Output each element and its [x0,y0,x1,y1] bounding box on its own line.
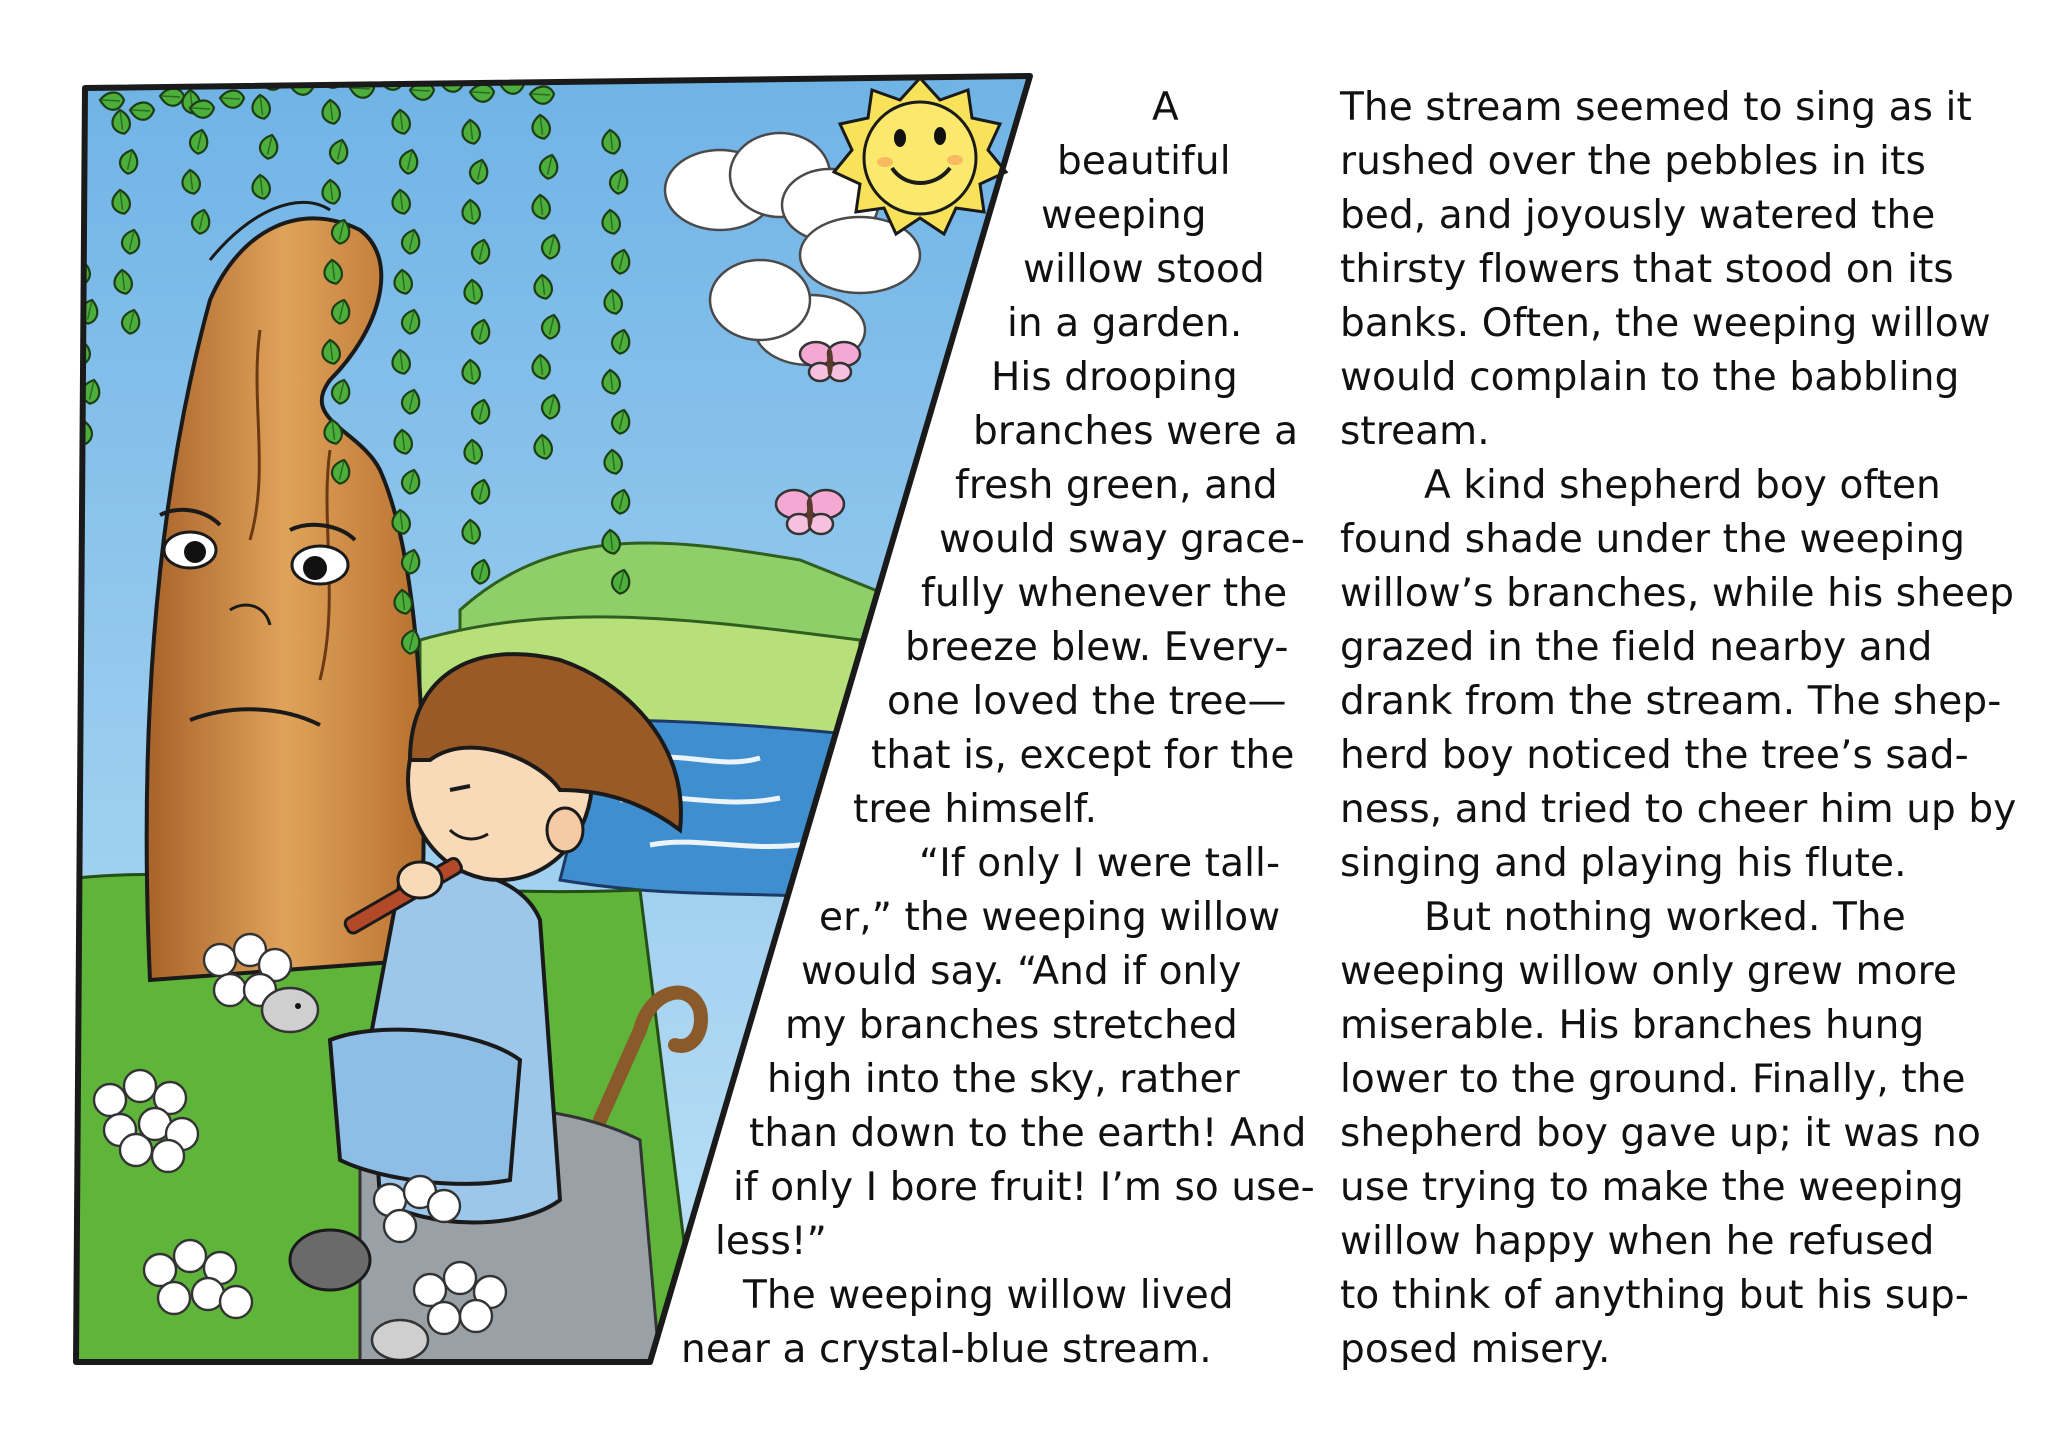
story-line: The weeping willow lived [743,1273,1234,1318]
story-line: would sway grace- [939,517,1305,562]
story-line: willow stood [1023,247,1265,292]
story-line: breeze blew. Every- [905,625,1289,670]
story-line: The stream seemed to sing as it [1340,85,1972,130]
story-line: would complain to the babbling [1340,355,1960,400]
story-line: use trying to make the weeping [1340,1165,1964,1210]
story-line: if only I bore fruit! I’m so use- [733,1165,1315,1210]
story-line: fresh green, and [955,463,1278,508]
story-line: would say. “And if only [801,949,1242,994]
story-line: weeping [1041,193,1207,238]
story-line: A [1152,85,1179,130]
story-line: than down to the earth! And [749,1111,1307,1156]
story-line: tree himself. [853,787,1098,832]
story-line: near a crystal-blue stream. [681,1327,1212,1372]
story-line: fully whenever the [921,571,1288,616]
story-line: A kind shepherd boy often [1424,463,1941,508]
story-line: His drooping [991,355,1238,400]
story-line: singing and playing his flute. [1340,841,1907,886]
story-line: stream. [1340,409,1490,454]
story-line: drank from the stream. The shep- [1340,679,2002,724]
story-line: ness, and tried to cheer him up by [1340,787,2017,832]
story-line: less!” [715,1219,827,1264]
story-line: found shade under the weeping [1340,517,1966,562]
story-line: willow’s branches, while his sheep [1340,571,2015,616]
story-line: er,” the weeping willow [819,895,1281,940]
story-line: bed, and joyously watered the [1340,193,1936,238]
story-line: that is, except for the [871,733,1295,778]
story-line: branches were a [973,409,1299,454]
story-line: lower to the ground. Finally, the [1340,1057,1966,1102]
story-line: herd boy noticed the tree’s sad- [1340,733,1969,778]
story-line: grazed in the field nearby and [1340,625,1933,670]
story-line: thirsty flowers that stood on its [1340,247,1954,292]
story-line: beautiful [1057,139,1231,184]
story-line: to think of anything but his sup- [1340,1273,1970,1318]
story-line: shepherd boy gave up; it was no [1340,1111,1981,1156]
story-line: banks. Often, the weeping willow [1340,301,1991,346]
story-line: in a garden. [1007,301,1243,346]
story-line: high into the sky, rather [767,1057,1240,1102]
story-line: weeping willow only grew more [1340,949,1957,994]
story-line: “If only I were tall- [919,841,1281,886]
story-line: one loved the tree— [887,679,1287,724]
butterfly-top [800,342,860,381]
story-line: rushed over the pebbles in its [1340,139,1926,184]
story-line: willow happy when he refused [1340,1219,1935,1264]
story-line: miserable. His branches hung [1340,1003,1925,1048]
story-line: But nothing worked. The [1424,895,1906,940]
story-line: posed misery. [1340,1327,1611,1372]
story-line: my branches stretched [785,1003,1238,1048]
